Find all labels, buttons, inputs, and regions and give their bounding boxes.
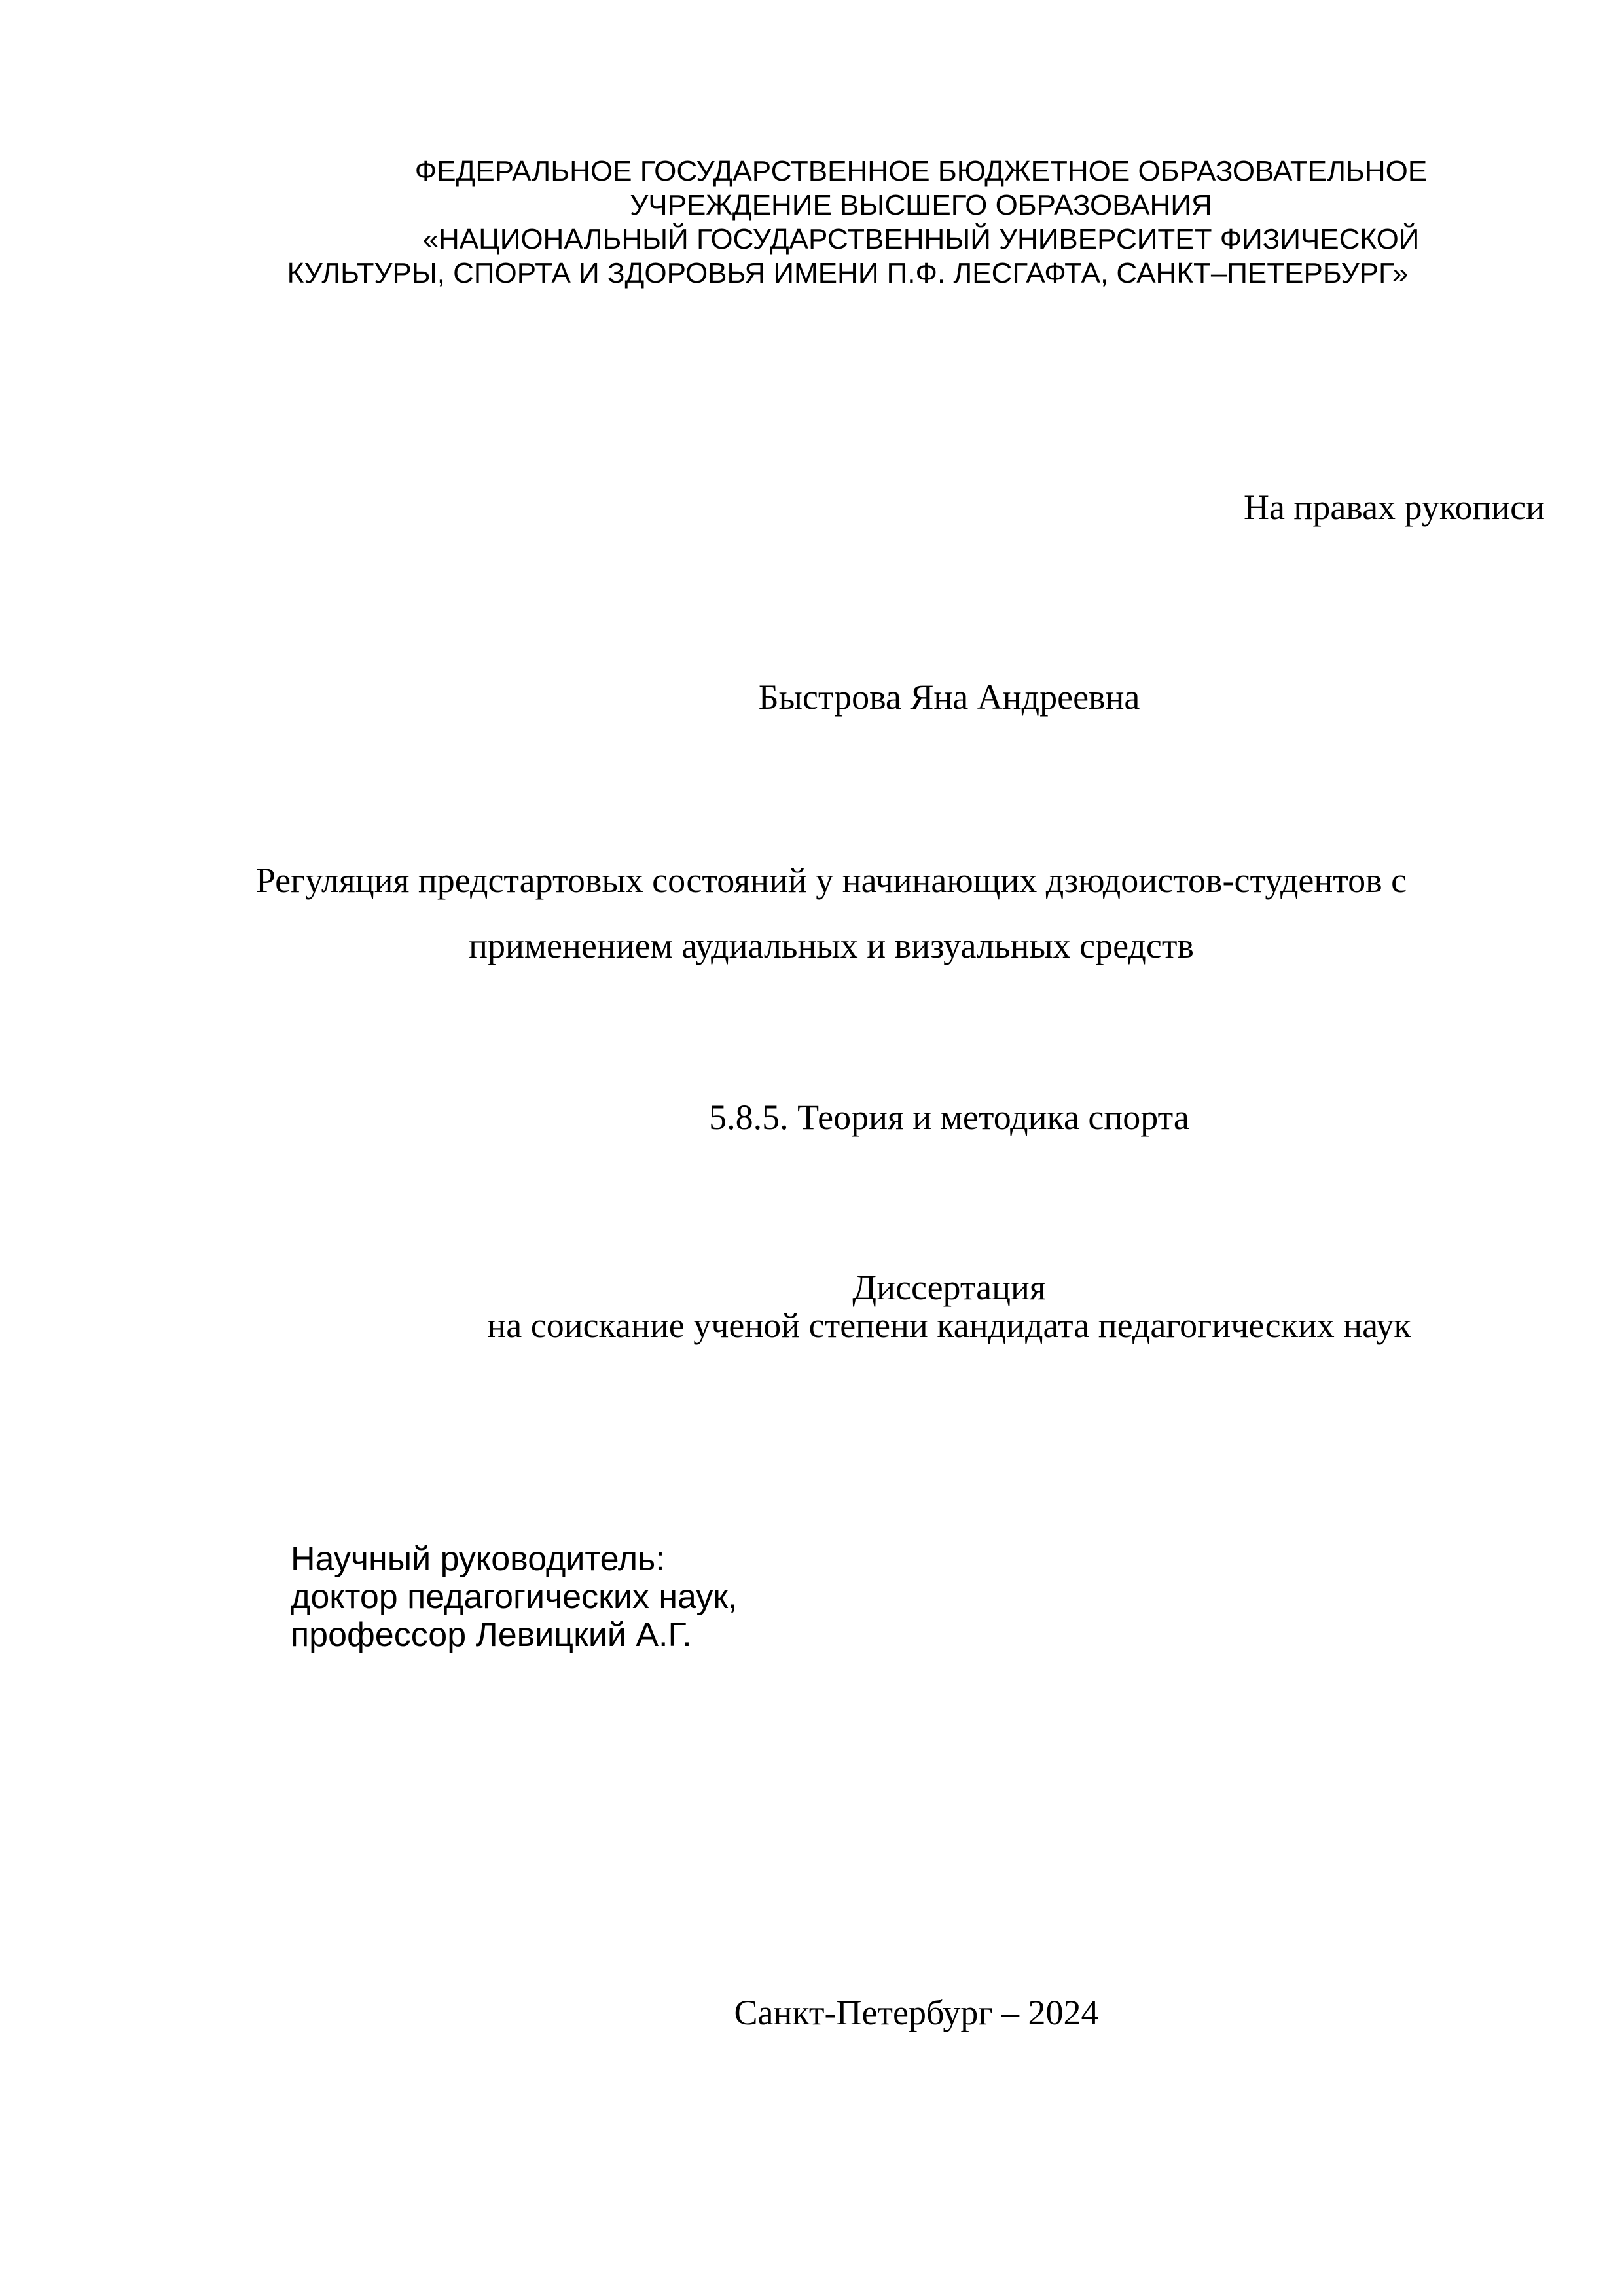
degree-line-2: на соискание ученой степени кандидата педагогических наук <box>487 1306 1411 1345</box>
supervisor-line-3: профессор Левицкий А.Г. <box>291 1616 692 1654</box>
title-line-2: применением аудиальных и визуальных средств <box>469 926 1194 965</box>
institution-line-3: «НАЦИОНАЛЬНЫЙ ГОСУДАРСТВЕННЫЙ УНИВЕРСИТЕТ ФИЗИЧЕСКОЙ <box>422 223 1420 255</box>
institution-line-1: ФЕДЕРАЛЬНОЕ ГОСУДАРСТВЕННОЕ БЮДЖЕТНОЕ ОБРАЗОВАТЕЛЬНОЕ <box>414 155 1428 187</box>
degree-line-1: Диссертация <box>852 1268 1046 1307</box>
specialty: 5.8.5. Теория и методика спорта <box>709 1098 1189 1137</box>
title-line-1: Регуляция предстартовых состояний у начинающих дзюдоистов-студентов с <box>255 861 1407 900</box>
author-name: Быстрова Яна Андреевна <box>758 677 1140 717</box>
manuscript-note: На правах рукописи <box>1243 488 1545 527</box>
institution-line-4: КУЛЬТУРЫ, СПОРТА И ЗДОРОВЬЯ ИМЕНИ П.Ф. ЛЕСГАФТА, САНКТ–ПЕТЕРБУРГ» <box>287 257 1409 289</box>
institution-line-2: УЧРЕЖДЕНИЕ ВЫСШЕГО ОБРАЗОВАНИЯ <box>630 189 1212 221</box>
supervisor-line-1: Научный руководитель: <box>291 1540 665 1578</box>
supervisor-line-2: доктор педагогических наук, <box>291 1578 738 1616</box>
city-year-footer: Санкт-Петербург – 2024 <box>734 1993 1099 2032</box>
